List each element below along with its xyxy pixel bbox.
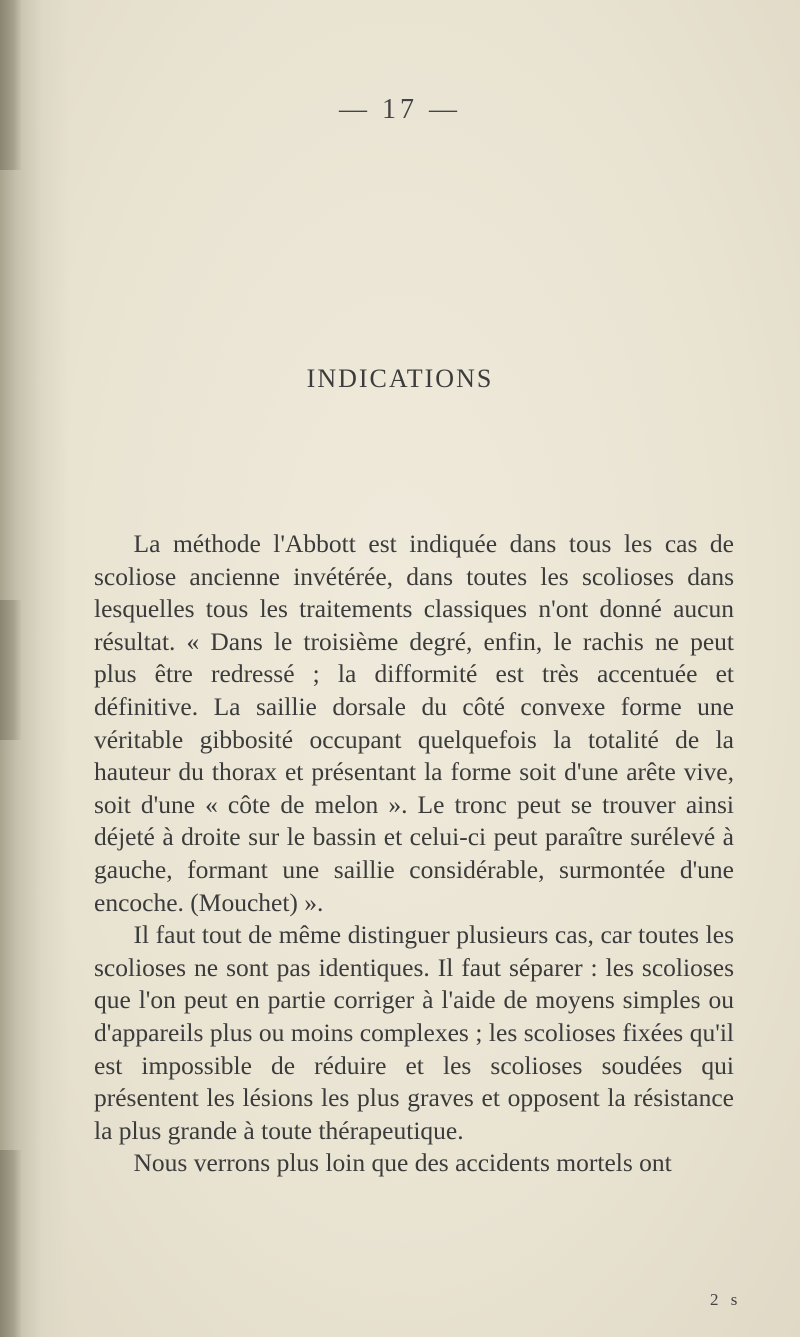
gutter-stain-bottom: [0, 1150, 22, 1337]
paragraph: Nous verrons plus loin que des accidents mortels ont: [133, 1148, 672, 1178]
page-number: — 17 —: [339, 94, 461, 125]
signature-mark: 2 s: [710, 1290, 742, 1309]
gutter-stain-middle: [0, 600, 22, 740]
gutter-stain-top: [0, 0, 22, 170]
body-text: [94, 528, 734, 1180]
section-heading: INDICATIONS: [306, 364, 494, 393]
paragraph: La méthode l'Abbott est indiquée dans tous les cas de scoliose ancienne invétérée, dans toutes les scolioses dans lesquelles tous les traitements classiques n'ont donné aucun résultat. « Dans le troisième degré, enfin, le rachis ne peut plus être redressé ; la difformité est très accentuée et définitive. La saillie dorsale du côté convexe forme une véritable gibbosité occupant quelquefois la totalité de la hauteur du thorax et présentant la forme soit d'une arête vive, soit d'une « côte de melon ». Le tronc peut se trouver ainsi déjeté à droite sur le bassin et celui-ci peut paraître surélevé à gauche, formant une saillie considérable, surmontée d'une encoche. (Mouchet) ».: [94, 529, 734, 917]
paragraph: Il faut tout de même distinguer plusieurs cas, car toutes les scolioses ne sont pas identiques. Il faut séparer : les scolioses que l'on peut en partie corriger à l'aide de moyens simples ou d'appareils plus ou moins complexes ; les scolioses fixées qu'il est impossible de réduire et les scolioses soudées qui présentent les lésions les plus graves et opposent la résistance la plus grande à toute thérapeutique.: [94, 920, 734, 1145]
